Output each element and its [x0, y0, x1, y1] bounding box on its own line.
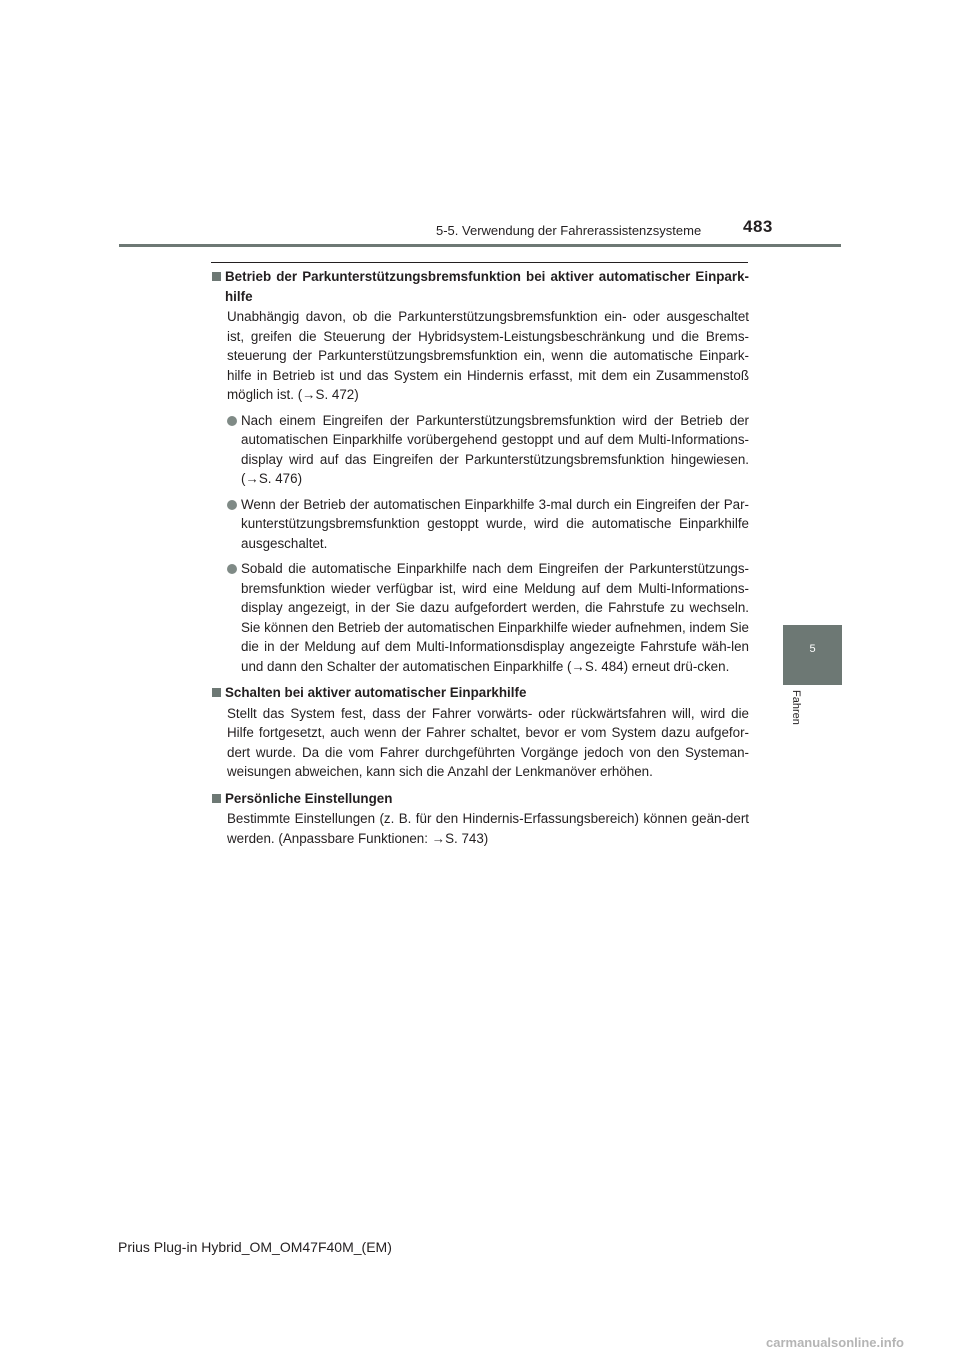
- circle-bullet-icon: [227, 500, 237, 510]
- square-bullet-icon: [212, 794, 221, 803]
- page-number: 483: [743, 217, 773, 236]
- footer-model-label: Prius Plug-in Hybrid_OM_OM47F40M_(EM): [118, 1239, 392, 1255]
- section-paragraph: Unabhängig davon, ob die Parkunterstützungsbremsfunktion ein- oder ausgeschaltet ist, greifen die Steuerung der Hybridsystem-Leistungsbeschränkung und die Brems-steuerung der Parkunterstützungsbremsfunktion ein, wenn die automatische Einpark-hilfe in Betrieb ist und das System ein Hindernis erfasst, mit dem ein Zusammenstoß möglich ist. (→S. 472): [227, 309, 749, 402]
- section-heading: [211, 683, 749, 703]
- header-divider: [119, 244, 841, 247]
- running-header-section-title: 5-5. Verwendung der Fahrerassistenzsysteme: [436, 223, 702, 238]
- bullet-item: [211, 411, 749, 489]
- watermark: carmanualsonline.info: [766, 1335, 904, 1350]
- section-paragraph: Stellt das System fest, dass der Fahrer vorwärts- oder rückwärtsfahren will, wird die Hilfe fortgesetzt, auch wenn der Fahrer schaltet, bevor er vom System dazu aufgefor-dert wurde. Da die vom Fahrer durchgeführten Vorgänge jedoch von den Systeman-weisungen abweichen, kann sich die Anzahl der Lenkmanöver erhöhen.: [227, 705, 749, 779]
- chapter-label: Fahren: [790, 690, 802, 725]
- section-heading-text: Persönliche Einstellungen: [225, 790, 393, 806]
- circle-bullet-icon: [227, 416, 237, 426]
- bullet-item: [211, 559, 749, 676]
- square-bullet-icon: [212, 272, 221, 281]
- content-top-divider: [211, 262, 748, 263]
- section-paragraph: Bestimmte Einstellungen (z. B. für den Hindernis-Erfassungsbereich) können geän-dert werden. (Anpassbare Funktionen: →S. 743): [227, 811, 749, 846]
- section-personal-settings: [211, 789, 749, 849]
- circle-bullet-icon: [227, 564, 237, 574]
- section-shifting: [211, 683, 749, 782]
- chapter-number: 5: [809, 643, 816, 655]
- square-bullet-icon: [212, 688, 221, 697]
- bullet-text: Wenn der Betrieb der automatischen Einparkhilfe 3-mal durch ein Eingreifen der Par-kunterstützungsbremsfunktion gestoppt wurde, wird die automatische Einparkhilfe ausgeschaltet.: [241, 496, 749, 551]
- page-content: [211, 267, 749, 848]
- section-heading-text: Schalten bei aktiver automatischer Einparkhilfe: [225, 685, 527, 700]
- bullet-item: [211, 495, 749, 554]
- bullet-text: Sobald die automatische Einparkhilfe nach dem Eingreifen der Parkunterstützungs-bremsfunktion wieder verfügbar ist, wird eine Meldung auf dem Multi-Informations-display angezeigt, in der Sie dazu aufgefordert werden, die Fahrstufe zu wechseln. Sie können den Betrieb der automatischen Einparkhilfe wieder aufnehmen, indem Sie die in der Meldung auf dem Multi-Informationsdisplay angezeigte Fahrstufe wäh-len und dann den Schalter der automatischen Einparkhilfe (→S. 484) erneut drü-cken.: [241, 561, 749, 674]
- bullet-text: Nach einem Eingreifen der Parkunterstützungsbremsfunktion wird der Betrieb der automatischen Einparkhilfe vorübergehend gestoppt und auf dem Multi-Informations-display wird auf das Eingreifen der Parkunterstützungsbremsfunktion hingewiesen. (→S. 476): [241, 412, 749, 486]
- chapter-side-tab[interactable]: [783, 625, 842, 685]
- section-parking-brake: [211, 267, 749, 676]
- section-heading-text: Betrieb der Parkunterstützungsbremsfunktion bei aktiver automatischer Einpark-hilfe: [225, 269, 749, 304]
- section-heading: [211, 789, 749, 809]
- section-heading: [211, 267, 749, 306]
